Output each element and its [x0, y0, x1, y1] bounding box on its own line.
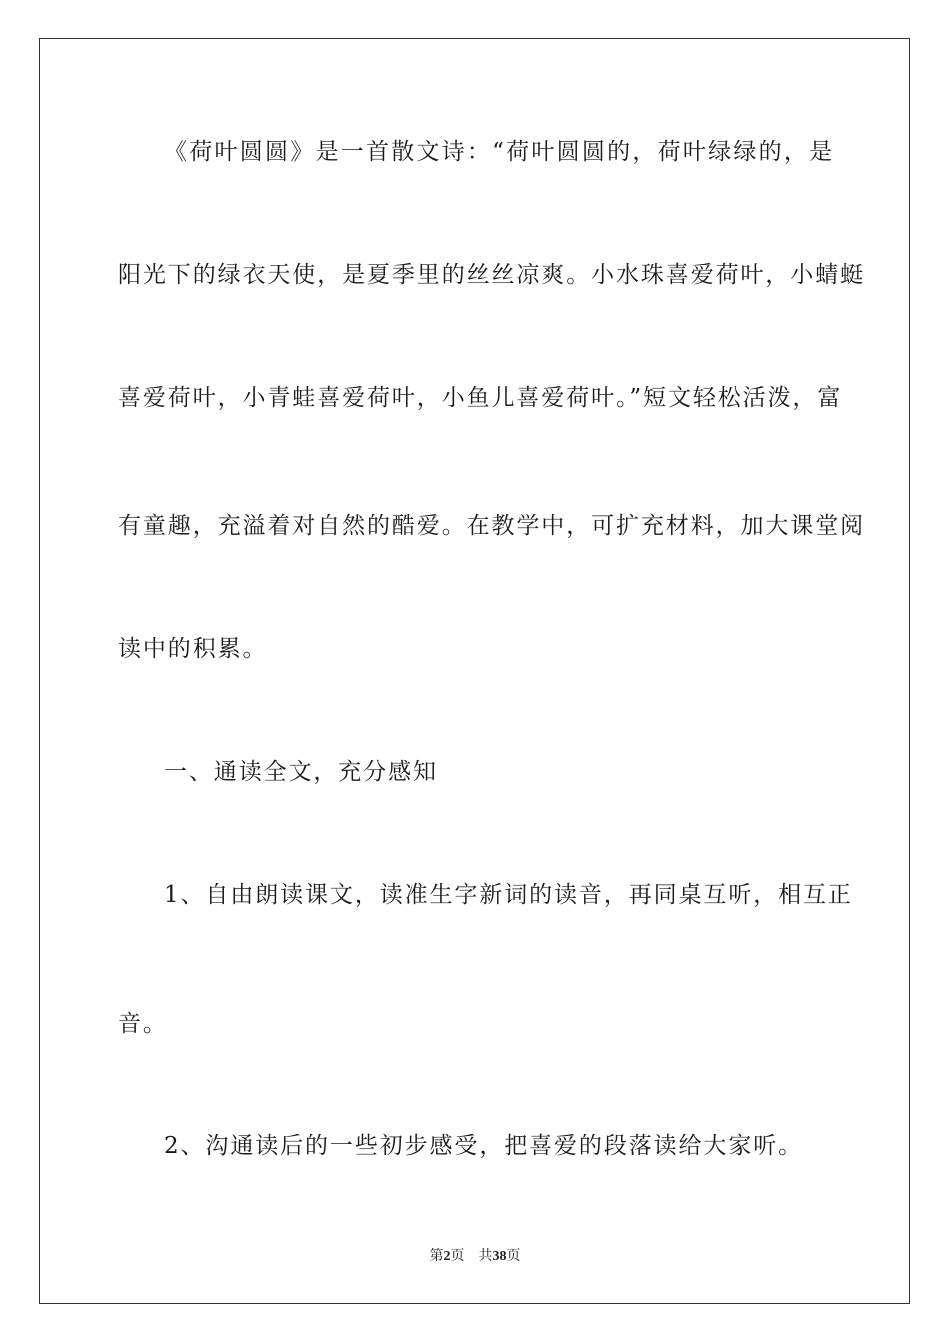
- section-heading: 一、通读全文，充分感知: [164, 759, 438, 785]
- paragraph-line: 阳光下的绿衣天使，是夏季里的丝丝凉爽。小水珠喜爱荷叶，小蜻蜓: [118, 262, 865, 288]
- footer-total-prefix: 共: [478, 1249, 493, 1264]
- footer-total-pages: 38: [492, 1249, 507, 1264]
- paragraph-line: 有童趣，充溢着对自然的酷爱。在教学中，可扩充材料，加大课堂阅: [118, 513, 865, 539]
- footer-page-prefix: 第: [429, 1249, 444, 1264]
- page-footer: [0, 1245, 950, 1265]
- paragraph-line: 读中的积累。: [118, 636, 268, 662]
- page-border: [39, 38, 910, 1304]
- paragraph-line: 《荷叶圆圆》是一首散文诗：“荷叶圆圆的，荷叶绿绿的，是: [164, 139, 834, 165]
- footer-page-suffix: 页: [450, 1249, 465, 1264]
- list-item: 2、沟通读后的一些初步感受，把喜爱的段落读给大家听。: [164, 1133, 804, 1159]
- paragraph-line: 音。: [118, 1011, 168, 1037]
- paragraph-line: 喜爱荷叶，小青蛙喜爱荷叶，小鱼儿喜爱荷叶。”短文轻松活泼，富: [118, 385, 843, 411]
- list-item: 1、自由朗读课文，读准生字新词的读音，再同桌互听，相互正: [164, 882, 853, 908]
- footer-page-number: 2: [443, 1249, 451, 1264]
- footer-total-suffix: 页: [506, 1249, 521, 1264]
